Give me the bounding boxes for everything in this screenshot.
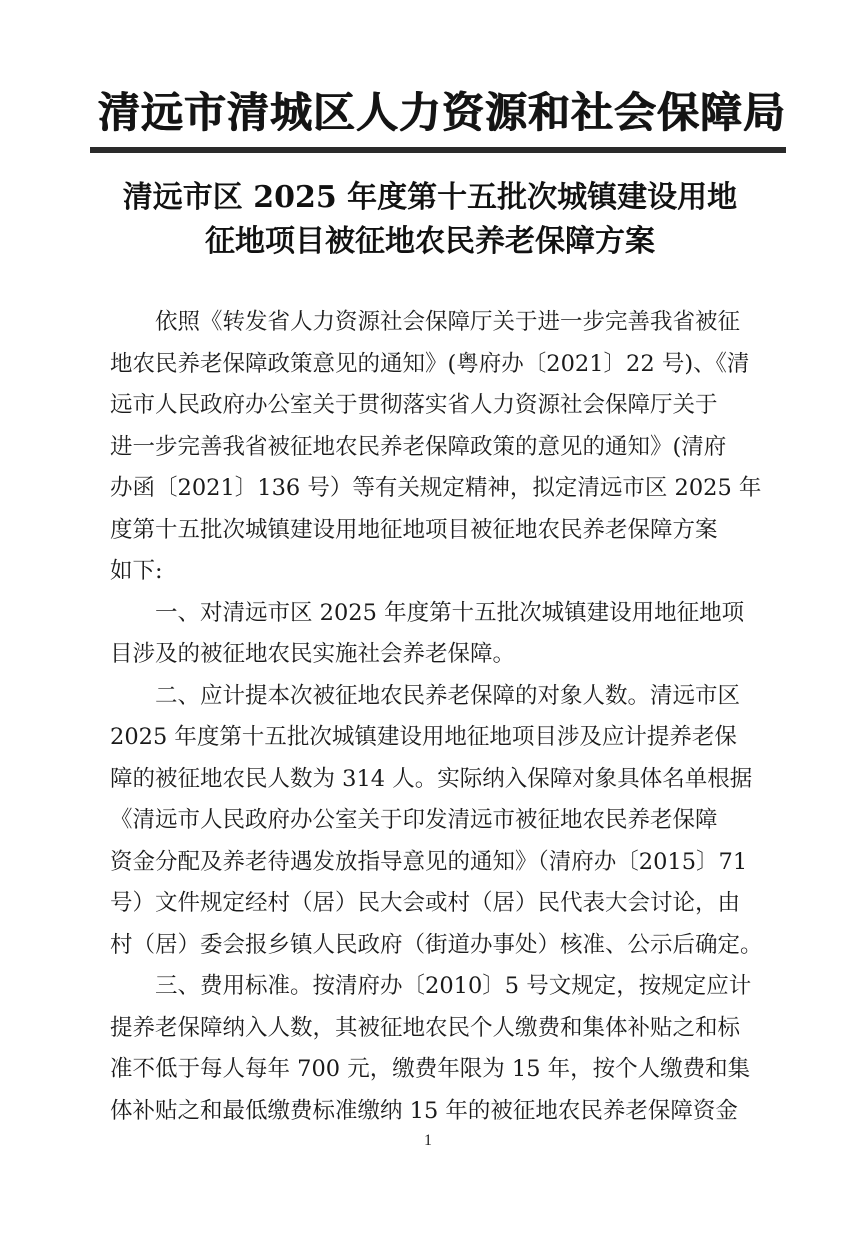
paragraph-intro-line: 依照《转发省人力资源社会保障厅关于进一步完善我省被征: [155, 309, 741, 335]
section-two-line: 号）文件规定经村（居）民大会或村（居）民代表大会讨论，由: [110, 890, 741, 916]
agency-letterhead: 清远市清城区人力资源和社会保障局: [98, 88, 787, 137]
paragraph-intro-line: 地农民养老保障政策意见的通知》(粤府办〔2021〕22 号)、《清: [110, 350, 750, 377]
title-line-2: 征地项目被征地农民养老保障方案: [205, 224, 655, 259]
section-three-line: 体补贴之和最低缴费标准缴纳 15 年的被征地农民养老保障资金: [110, 1097, 738, 1124]
paragraph-intro-line: 度第十五批次城镇建设用地征地项目被征地农民养老保障方案: [110, 516, 718, 543]
section-two-line: 障的被征地农民人数为 314 人。实际纳入保障对象具体名单根据: [110, 765, 753, 792]
section-two-line: 村（居）委会报乡镇人民政府（街道办事处）核准、公示后确定。: [110, 931, 763, 958]
section-two-line: 《清远市人民政府办公室关于印发清远市被征地农民养老保障: [110, 807, 718, 833]
paragraph-intro-line: 进一步完善我省被征地农民养老保障政策的意见的通知》(清府: [110, 433, 727, 460]
section-three-line: 准不低于每人每年 700 元，缴费年限为 15 年，按个人缴费和集: [110, 1056, 751, 1082]
paragraph-intro-line: 如下:: [110, 558, 163, 584]
section-three-line: 提养老保障纳入人数，其被征地农民个人缴费和集体补贴之和标: [110, 1014, 741, 1041]
section-two-line: 资金分配及养老待遇发放指导意见的通知》（清府办〔2015〕71: [110, 848, 748, 875]
document-title: [90, 176, 770, 264]
title-line-1: 清远市区 2025 年度第十五批次城镇建设用地: [122, 180, 738, 215]
section-one-line: 目涉及的被征地农民实施社会养老保障。: [110, 641, 516, 667]
paragraph-intro-line: 远市人民政府办公室关于贯彻落实省人力资源社会保障厅关于: [110, 392, 718, 418]
section-one-line: 一、对清远市区 2025 年度第十五批次城镇建设用地征地项: [155, 599, 745, 626]
section-two-line: 二、应计提本次被征地农民养老保障的对象人数。清远市区: [155, 682, 741, 709]
section-two-line: 2025 年度第十五批次城镇建设用地征地项目涉及应计提养老保: [110, 724, 737, 750]
document-body: [110, 302, 763, 1132]
page-number: 1: [424, 1132, 432, 1149]
letterhead-divider: [90, 147, 786, 153]
paragraph-intro-line: 办函〔2021〕136 号）等有关规定精神，拟定清远市区 2025 年: [110, 475, 762, 501]
section-three-line: 三、费用标准。按清府办〔2010〕5 号文规定，按规定应计: [155, 973, 752, 999]
